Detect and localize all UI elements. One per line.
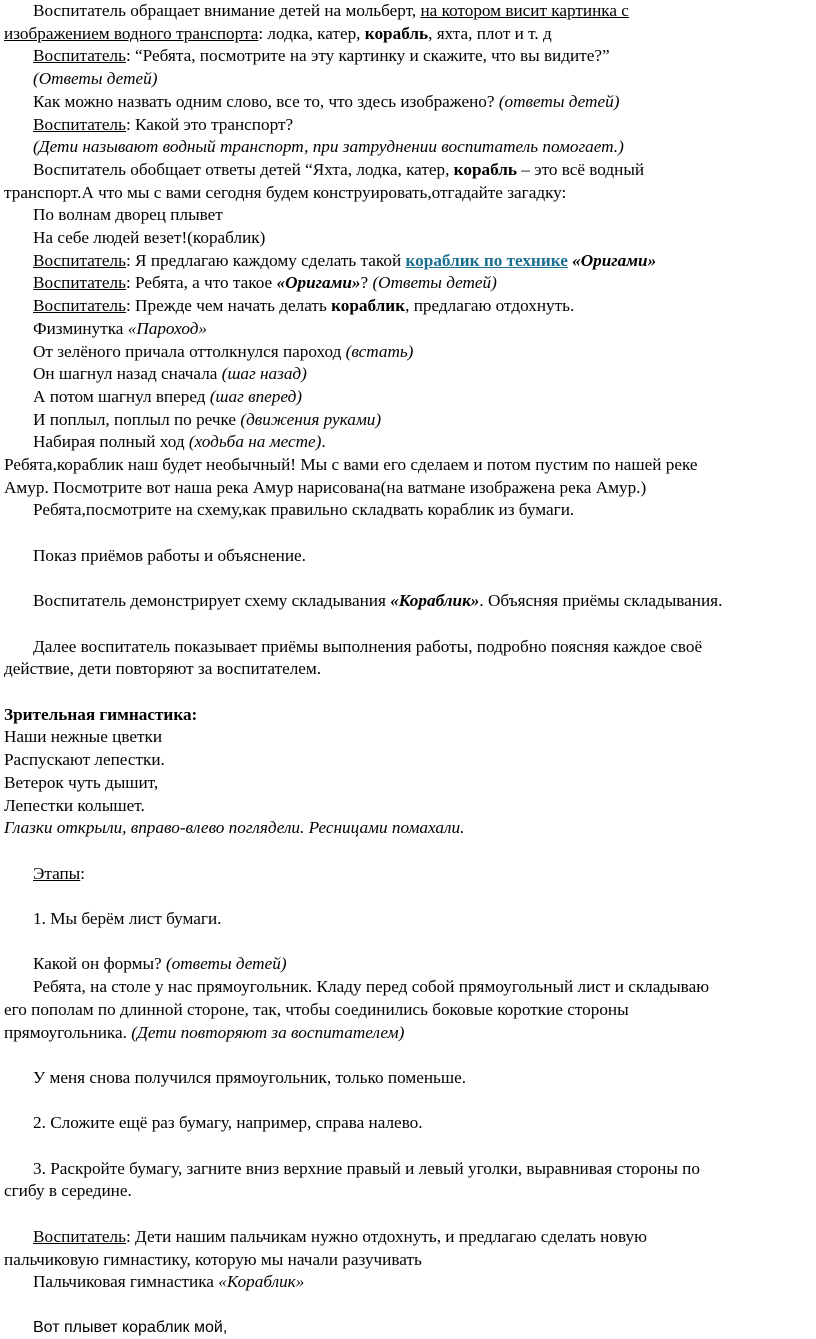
paragraph [4, 0, 816, 23]
paragraph [4, 590, 816, 613]
paragraph: Ребята,посмотрите на схему,как правильно складвать кораблик из бумаги. [33, 500, 575, 520]
text: Он шагнул назад сначала [33, 364, 222, 384]
paragraph [4, 431, 816, 454]
text: ? [360, 273, 373, 293]
text: А потом шагнул вперед [33, 386, 210, 406]
paragraph: пальчиковую гимнастику, которую мы начали разучивать [4, 1249, 422, 1269]
blank-line [4, 885, 816, 908]
bold-text: корабль [364, 23, 429, 43]
italic-note: (Ответы детей) [372, 273, 497, 293]
text: : лодка, катер, [258, 23, 365, 43]
poem-line: Ветерок чуть дышит, [4, 772, 159, 792]
step-item: 3. Раскройте бумагу, загните вниз верхние правый и левый уголки, выравнивая стороны по [33, 1158, 700, 1178]
bold-italic-text: «Кораблик» [390, 591, 480, 611]
paragraph [4, 363, 816, 386]
text: : Ребята, а что такое [125, 273, 277, 293]
italic-note: (встать) [345, 341, 414, 361]
paragraph [4, 1271, 816, 1294]
speaker-label: Воспитатель [33, 250, 126, 270]
blank-line [4, 568, 816, 591]
paragraph [4, 45, 816, 68]
paragraph: действие, дети повторяют за воспитателем. [4, 659, 322, 679]
blank-line [4, 931, 816, 954]
paragraph [4, 272, 816, 295]
text: : Дети нашим пальчикам нужно отдохнуть, и предлагаю сделать новую [125, 1226, 647, 1246]
blank-line [4, 1044, 816, 1067]
blank-line [4, 840, 816, 863]
step-item: 2. Сложите ещё раз бумагу, например, справа налево. [33, 1113, 423, 1133]
text: От зелёного причала оттолкнулся пароход [33, 341, 346, 361]
text: – это всё водный [517, 159, 645, 179]
text: Физминутка [33, 318, 128, 338]
italic-note: (ходьба на месте) [188, 432, 322, 452]
text: . [321, 432, 326, 452]
text: И поплыл, поплыл по речке [33, 409, 241, 429]
paragraph [4, 1226, 816, 1249]
poem-line: Вот плывет кораблик мой, [33, 1318, 228, 1336]
paragraph [4, 386, 816, 409]
speaker-label: Воспитатель [33, 296, 126, 316]
paragraph [4, 863, 816, 886]
text: Воспитатель демонстрирует схему складывания [33, 591, 391, 611]
paragraph [4, 341, 816, 364]
stages-label: Этапы [33, 863, 81, 883]
poem-line: Распускают лепестки. [4, 750, 165, 770]
paragraph: Далее воспитатель показывает приёмы выполнения работы, подробно поясняя каждое своё [33, 636, 703, 656]
paragraph: Ребята,кораблик наш будет необычный! Мы с вами его сделаем и потом пустим по нашей реке [4, 455, 698, 475]
text: . Объясняя приёмы складывания. [479, 591, 723, 611]
text: : Я предлагаю каждому сделать такой [125, 250, 406, 270]
bold-text: корабль [453, 159, 517, 179]
paragraph: транспорт.А что мы с вами сегодня будем конструировать,отгадайте загадку: [4, 182, 567, 202]
text: Как можно назвать одним слово, все то, что здесь изображено? [33, 91, 499, 111]
blank-line [4, 1135, 816, 1158]
speaker-label: Воспитатель [33, 114, 126, 134]
text: : [80, 863, 85, 883]
italic-note: (Дети повторяют за воспитателем) [131, 1022, 405, 1042]
italic-note: Глазки открыли, вправо-влево поглядели. Ресницами помахали. [4, 818, 465, 838]
italic-text: «Кораблик» [218, 1272, 305, 1292]
paragraph: Показ приёмов работы и объяснение. [33, 545, 306, 565]
step-item: 1. Мы берём лист бумаги. [33, 909, 222, 929]
paragraph: Амур. Посмотрите вот наша река Амур нарисована(на ватмане изображена река Амур.) [4, 477, 647, 497]
italic-note: (шаг назад) [221, 364, 307, 384]
paragraph [4, 295, 816, 318]
paragraph: Ребята, на столе у нас прямоугольник. Кладу перед собой прямоугольный лист и складываю [33, 977, 710, 997]
text: Пальчиковая гимнастика [33, 1272, 219, 1292]
underlined-text: изображением водного транспорта [4, 23, 259, 43]
paragraph [4, 1022, 816, 1045]
italic-note: (ответы детей) [498, 91, 620, 111]
text: Какой он формы? [33, 954, 166, 974]
text: Воспитатель обобщает ответы детей “Яхта, лодка, катер, [33, 159, 454, 179]
blank-line [4, 681, 816, 704]
text: : Какой это транспорт? [125, 114, 294, 134]
text: : Прежде чем начать делать [125, 296, 332, 316]
bold-italic-text: «Оригами» [276, 273, 361, 293]
poem-line: Наши нежные цветки [4, 727, 163, 747]
paragraph: сгибу в середине. [4, 1181, 132, 1201]
poem-line: Лепестки колышет. [4, 795, 145, 815]
text: , яхта, плот и т. д [428, 23, 552, 43]
blank-line [4, 522, 816, 545]
paragraph [4, 91, 816, 114]
italic-text: «Пароход» [127, 318, 208, 338]
paragraph [4, 409, 816, 432]
italic-note: (движения руками) [240, 409, 382, 429]
paragraph: его пополам по длинной стороне, так, чтобы соединились боковые короткие стороны [4, 999, 629, 1019]
paragraph [4, 159, 816, 182]
underlined-text: на котором висит картинка с [420, 1, 629, 20]
paragraph [4, 318, 816, 341]
text: Набирая полный ход [33, 432, 189, 452]
text: прямоугольника. [4, 1022, 132, 1042]
origami-link[interactable]: кораблик по технике [405, 250, 568, 270]
section-heading: Зрительная гимнастика: [4, 704, 198, 724]
text: , предлагаю отдохнуть. [405, 296, 575, 316]
italic-note: (шаг вперед) [209, 386, 303, 406]
riddle-line: На себе людей везет!(кораблик) [33, 228, 266, 248]
blank-line [4, 1090, 816, 1113]
riddle-line: По волнам дворец плывет [33, 205, 223, 225]
italic-note: (Ответы детей) [33, 69, 158, 89]
paragraph: У меня снова получился прямоугольник, только поменьше. [33, 1067, 467, 1087]
paragraph [4, 23, 816, 46]
paragraph [4, 250, 816, 273]
bold-text: кораблик [331, 296, 406, 316]
blank-line [4, 613, 816, 636]
text: : “Ребята, посмотрите на эту картинку и скажите, что вы видите?” [125, 46, 610, 66]
italic-note: (Дети называют водный транспорт, при затруднении воспитатель помогает.) [33, 137, 624, 157]
paragraph [4, 114, 816, 137]
bold-italic-text: «Оригами» [572, 250, 657, 270]
blank-line [4, 1203, 816, 1226]
paragraph [4, 953, 816, 976]
italic-note: (ответы детей) [165, 954, 287, 974]
speaker-label: Воспитатель [33, 273, 126, 293]
speaker-label: Воспитатель [33, 1226, 126, 1246]
text: Воспитатель обращает внимание детей на мольберт, [33, 1, 421, 20]
speaker-label: Воспитатель [33, 46, 126, 66]
blank-line [4, 1294, 816, 1317]
